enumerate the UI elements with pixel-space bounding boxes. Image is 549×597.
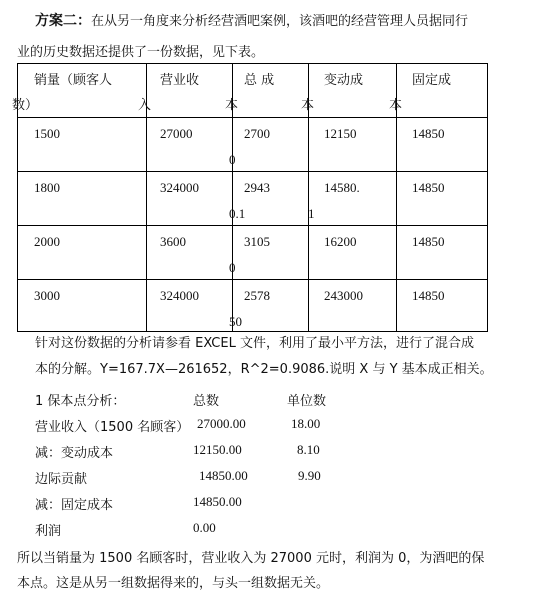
cell-total-cost-wrap: 0 [229, 260, 236, 275]
intro-line-1 [35, 10, 468, 30]
cell-total-cost-wrap: 50 [229, 314, 242, 329]
cell-variable-cost: 243000 [324, 288, 363, 303]
header-cell-fixed-cost [389, 64, 488, 118]
cell-total-cost: 2700 [244, 126, 270, 141]
header-fixed-cost: 固定成 [412, 73, 452, 88]
cell-revenue: 324000 [160, 180, 199, 195]
table-cell [309, 118, 397, 172]
cell-fixed-cost: 14850 [412, 126, 445, 141]
table-cell [397, 172, 488, 226]
cell-total-cost: 2578 [244, 288, 270, 303]
cell-volume: 1500 [34, 126, 60, 141]
table-cell [229, 172, 309, 226]
header-cell-variable-cost [301, 64, 397, 118]
cell-fixed-cost: 14850 [412, 288, 445, 303]
table-cell [229, 280, 309, 332]
cell-total-cost: 2943 [244, 180, 270, 195]
table-cell [397, 226, 488, 280]
header-fixed-cost-wrap: 本 [389, 98, 403, 113]
table-cell [309, 172, 397, 226]
table-cell [18, 280, 147, 332]
table-cell [18, 172, 147, 226]
header-total-cost-wrap: 本 [225, 98, 239, 113]
table-cell [147, 226, 233, 280]
breakeven-row-unit: 18.00 [291, 416, 321, 431]
cell-fixed-cost: 14850 [412, 234, 445, 249]
table-cell [229, 226, 309, 280]
breakeven-row-unit: 9.90 [298, 468, 321, 483]
header-volume-wrap: 数） [12, 98, 39, 113]
cell-variable-cost: 16200 [324, 234, 357, 249]
header-revenue: 营业收 [160, 73, 200, 88]
cell-revenue: 27000 [160, 126, 193, 141]
conclusion-line-1: 所以当销量为 1500 名顾客时，营业收入为 27000 元时，利润为 0，为酒吧的保 [17, 551, 485, 566]
breakeven-row-total: 0.00 [193, 520, 216, 535]
table-row [18, 280, 488, 332]
table-cell [309, 226, 397, 280]
breakeven-row-total: 14850.00 [193, 494, 242, 509]
cell-revenue: 3600 [160, 234, 186, 249]
table-row [18, 172, 488, 226]
breakeven-col-total: 总数 [193, 394, 220, 409]
cell-volume: 1800 [34, 180, 60, 195]
header-revenue-wrap: 入 [138, 98, 152, 113]
cell-fixed-cost: 14850 [412, 180, 445, 195]
table-cell [229, 118, 309, 172]
breakeven-row-label: 减：变动成本 [35, 446, 114, 461]
breakeven-row-total: 12150.00 [193, 442, 242, 457]
header-cell-volume [12, 64, 147, 118]
cell-volume: 2000 [34, 234, 60, 249]
header-cell-revenue [138, 64, 233, 118]
breakeven-col-unit: 单位数 [287, 394, 327, 409]
cell-volume: 3000 [34, 288, 60, 303]
cell-variable-cost-wrap: 1 [308, 206, 315, 221]
data-table [12, 63, 488, 332]
breakeven-row-label: 营业收入（1500 名顾客） [35, 420, 190, 435]
breakeven-row-label: 利润 [35, 524, 62, 539]
header-variable-cost-wrap: 本 [301, 98, 315, 113]
cell-total-cost-wrap: 0 [229, 152, 236, 167]
breakeven-heading: 1 保本点分析： [35, 394, 126, 409]
breakeven-row-label: 边际贡献 [35, 472, 88, 487]
table-row [18, 118, 488, 172]
cell-variable-cost: 12150 [324, 126, 357, 141]
table-cell [18, 226, 147, 280]
table-cell [309, 280, 397, 332]
conclusion-line-2: 本点。这是从另一组数据得来的，与头一组数据无关。 [17, 576, 330, 591]
table-cell [147, 172, 233, 226]
analysis-line-1: 针对这份数据的分析请参看 EXCEL 文件，利用了最小平方法，进行了混合成 [35, 336, 474, 351]
table-cell [397, 118, 488, 172]
table-cell [147, 118, 233, 172]
breakeven-row-unit: 8.10 [297, 442, 320, 457]
table-cell [18, 118, 147, 172]
cell-total-cost-wrap: 0.1 [229, 206, 246, 221]
intro-text-1: 在从另一角度来分析经营酒吧案例，该酒吧的经营管理人员据同行 [91, 14, 469, 29]
table-cell [397, 280, 488, 332]
plan-title: 方案二： [35, 13, 91, 29]
header-volume: 销量（顾客人 [34, 73, 113, 88]
cell-variable-cost: 14580. [324, 180, 360, 195]
cell-revenue: 324000 [160, 288, 199, 303]
breakeven-row-total: 27000.00 [197, 416, 246, 431]
table-row [18, 226, 488, 280]
header-variable-cost: 变动成 [324, 73, 364, 88]
intro-line-2: 业的历史数据还提供了一份数据，见下表。 [17, 45, 265, 60]
header-total-cost: 总 成 [244, 73, 275, 88]
breakeven-row-label: 减：固定成本 [35, 498, 114, 513]
breakeven-row-total: 14850.00 [199, 468, 248, 483]
header-cell-total-cost [225, 64, 309, 118]
cell-total-cost: 3105 [244, 234, 270, 249]
table-cell [147, 280, 233, 332]
table-header-row [18, 64, 488, 118]
analysis-line-2: 本的分解。Y=167.7X—261652，R^2=0.9086.说明 X 与 Y 基本成正相关。 [35, 362, 493, 377]
